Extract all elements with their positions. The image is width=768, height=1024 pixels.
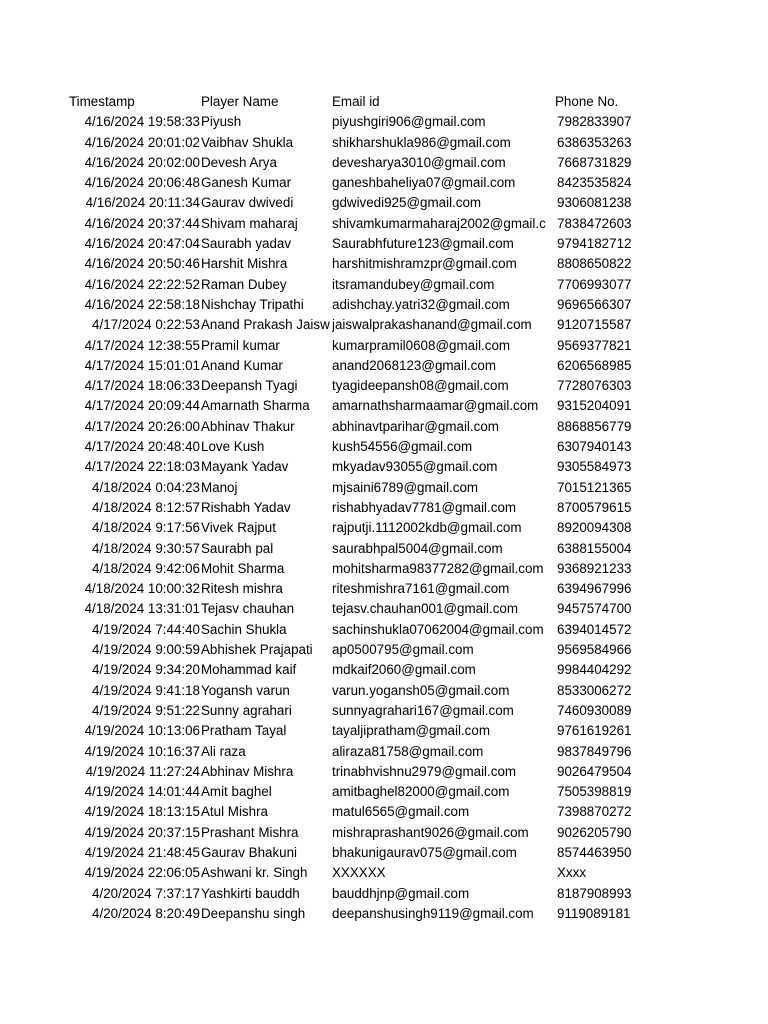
cell-player-name: Nishchay Tripathi (201, 296, 304, 312)
cell-phone: 8920094308 (557, 520, 632, 536)
cell-email: mdkaif2060@gmail.com (332, 662, 476, 678)
cell-phone: 9794182712 (557, 236, 632, 252)
cell-email: mkyadav93055@gmail.com (332, 459, 498, 475)
cell-phone: 7398870272 (557, 804, 632, 820)
cell-phone: 9026205790 (557, 824, 632, 840)
header-phone: Phone No. (555, 94, 619, 109)
cell-timestamp: 4/16/2024 20:11:34 (85, 195, 200, 211)
table-row (0, 904, 768, 924)
table-row (0, 153, 768, 173)
cell-email: tejasv.chauhan001@gmail.com (332, 601, 519, 617)
cell-player-name: Gaurav dwivedi (201, 195, 294, 211)
cell-player-name: Harshit Mishra (201, 256, 288, 272)
table-row (0, 742, 768, 762)
table-row (0, 579, 768, 599)
cell-timestamp: 4/18/2024 13:31:01 (84, 601, 200, 617)
cell-timestamp: 4/18/2024 10:00:32 (84, 581, 200, 597)
cell-timestamp: 4/17/2024 20:09:44 (84, 398, 200, 414)
cell-phone: 8187908993 (557, 885, 632, 901)
cell-timestamp: 4/19/2024 9:51:22 (92, 702, 200, 718)
spreadsheet-table (0, 92, 768, 924)
cell-player-name: Mayank Yadav (201, 459, 289, 475)
cell-timestamp: 4/17/2024 12:38:55 (84, 337, 200, 353)
cell-timestamp: 4/20/2024 8:20:49 (92, 905, 200, 921)
cell-player-name: Saurabh yadav (201, 236, 292, 252)
table-body (0, 112, 768, 924)
cell-email: aliraza81758@gmail.com (332, 743, 484, 759)
cell-phone: 8808650822 (557, 256, 632, 272)
cell-player-name: Anand Prakash Jaisw (201, 317, 330, 333)
cell-phone: 7015121365 (557, 479, 632, 495)
cell-player-name: Deepansh Tyagi (201, 378, 298, 394)
cell-player-name: Love Kush (201, 439, 265, 455)
cell-timestamp: 4/19/2024 9:41:18 (92, 682, 200, 698)
cell-email: gdwivedi925@gmail.com (332, 195, 482, 211)
cell-email: bauddhjnp@gmail.com (332, 885, 470, 901)
cell-email: abhinavtparihar@gmail.com (332, 418, 499, 434)
table-row (0, 356, 768, 376)
cell-timestamp: 4/16/2024 20:50:46 (84, 256, 200, 272)
cell-email: ap0500795@gmail.com (332, 642, 474, 658)
table-row (0, 823, 768, 843)
cell-email: rajputji.1112002kdb@gmail.com (332, 520, 522, 536)
cell-email: XXXXXX (332, 865, 386, 881)
cell-phone: 7505398819 (557, 784, 632, 800)
cell-email: jaiswalprakashanand@gmail.com (332, 317, 532, 333)
cell-phone: 9837849796 (557, 743, 632, 759)
cell-player-name: Anand Kumar (201, 357, 283, 373)
cell-player-name: Devesh Arya (201, 154, 277, 170)
cell-timestamp: 4/19/2024 9:34:20 (92, 662, 200, 678)
cell-email: adishchay.yatri32@gmail.com (332, 296, 510, 312)
cell-player-name: Rishabh Yadav (201, 499, 291, 515)
table-row (0, 640, 768, 660)
table-row (0, 681, 768, 701)
cell-email: amitbaghel82000@gmail.com (332, 784, 510, 800)
cell-email: saurabhpal5004@gmail.com (332, 540, 503, 556)
cell-phone: 8700579615 (557, 499, 632, 515)
table-row (0, 336, 768, 356)
cell-phone: 9984404292 (557, 662, 632, 678)
cell-email: tayaljipratham@gmail.com (332, 723, 490, 739)
table-row (0, 539, 768, 559)
cell-phone: 9696566307 (557, 296, 632, 312)
cell-player-name: Tejasv chauhan (201, 601, 295, 617)
cell-player-name: Ali raza (201, 743, 246, 759)
header-email: Email id (332, 94, 380, 109)
table-row (0, 133, 768, 153)
cell-email: rishabhyadav7781@gmail.com (332, 499, 517, 515)
cell-player-name: Amarnath Sharma (201, 398, 310, 414)
cell-player-name: Abhinav Thakur (201, 418, 295, 434)
table-row (0, 843, 768, 863)
cell-phone: 7838472603 (557, 215, 632, 231)
table-row (0, 721, 768, 741)
table-row (0, 275, 768, 295)
cell-player-name: Amit baghel (201, 784, 272, 800)
cell-timestamp: 4/17/2024 20:26:00 (84, 418, 200, 434)
cell-timestamp: 4/16/2024 20:01:02 (84, 134, 200, 150)
table-row (0, 660, 768, 680)
table-row (0, 173, 768, 193)
cell-phone: 9120715587 (557, 317, 632, 333)
cell-email: mjsaini6789@gmail.com (332, 479, 479, 495)
table-row (0, 457, 768, 477)
cell-timestamp: 4/16/2024 22:22:52 (84, 276, 200, 292)
cell-email: devesharya3010@gmail.com (332, 154, 506, 170)
cell-player-name: Abhinav Mishra (201, 763, 294, 779)
cell-email: shivamkumarmaharaj2002@gmail.c (332, 215, 546, 231)
cell-email: mohitsharma98377282@gmail.com (332, 560, 544, 576)
cell-email: sunnyagrahari167@gmail.com (332, 702, 514, 718)
table-row (0, 762, 768, 782)
cell-player-name: Pratham Tayal (201, 723, 287, 739)
cell-timestamp: 4/18/2024 9:30:57 (92, 540, 200, 556)
cell-player-name: Ganesh Kumar (201, 175, 292, 191)
cell-phone: 9569584966 (557, 642, 632, 658)
table-row (0, 498, 768, 518)
cell-player-name: Saurabh pal (201, 540, 274, 556)
table-row (0, 701, 768, 721)
cell-player-name: Deepanshu singh (201, 905, 306, 921)
table-row (0, 863, 768, 883)
table-row (0, 599, 768, 619)
cell-email: shikharshukla986@gmail.com (332, 134, 511, 150)
cell-player-name: Ashwani kr. Singh (201, 865, 308, 881)
cell-player-name: Prashant Mishra (201, 824, 299, 840)
cell-email: kush54556@gmail.com (332, 439, 473, 455)
cell-timestamp: 4/19/2024 7:44:40 (92, 621, 200, 637)
cell-timestamp: 4/18/2024 9:17:56 (92, 520, 200, 536)
cell-email: anand2068123@gmail.com (332, 357, 496, 373)
cell-phone: 9457574700 (557, 601, 632, 617)
table-row (0, 782, 768, 802)
table-row (0, 620, 768, 640)
cell-player-name: Mohammad kaif (201, 662, 297, 678)
cell-email: matul6565@gmail.com (332, 804, 470, 820)
cell-timestamp: 4/16/2024 20:06:48 (84, 175, 200, 191)
cell-player-name: Sachin Shukla (201, 621, 287, 637)
cell-email: riteshmishra7161@gmail.com (332, 581, 510, 597)
cell-phone: 9368921233 (557, 560, 632, 576)
cell-phone: 6394967996 (557, 581, 632, 597)
table-row (0, 518, 768, 538)
cell-timestamp: 4/20/2024 7:37:17 (92, 885, 200, 901)
cell-phone: 6386353263 (557, 134, 632, 150)
cell-player-name: Abhishek Prajapati (201, 642, 313, 658)
cell-player-name: Yashkirti bauddh (201, 885, 300, 901)
cell-player-name: Vaibhav Shukla (201, 134, 294, 150)
cell-timestamp: 4/17/2024 18:06:33 (84, 378, 200, 394)
header-timestamp: Timestamp (69, 94, 135, 109)
table-row (0, 478, 768, 498)
cell-phone: 9315204091 (557, 398, 632, 414)
cell-timestamp: 4/16/2024 22:58:18 (84, 296, 200, 312)
cell-email: trinabhvishnu2979@gmail.com (332, 763, 517, 779)
cell-player-name: Piyush (201, 114, 242, 130)
cell-phone: 8868856779 (557, 418, 632, 434)
cell-phone: 6394014572 (557, 621, 632, 637)
cell-timestamp: 4/17/2024 15:01:01 (84, 357, 200, 373)
cell-phone: 7982833907 (557, 114, 632, 130)
cell-phone: 8574463950 (557, 844, 632, 860)
cell-phone: 6206568985 (557, 357, 632, 373)
cell-timestamp: 4/19/2024 22:06:05 (84, 865, 200, 881)
header-row (0, 92, 768, 112)
cell-email: mishraprashant9026@gmail.com (332, 824, 529, 840)
table-row (0, 234, 768, 254)
cell-player-name: Gaurav Bhakuni (201, 844, 298, 860)
cell-phone: 9761619261 (557, 723, 632, 739)
table-row (0, 376, 768, 396)
cell-timestamp: 4/17/2024 0:22:53 (92, 317, 200, 333)
cell-phone: 9569377821 (557, 337, 632, 353)
table-row (0, 315, 768, 335)
cell-email: piyushgiri906@gmail.com (332, 114, 486, 130)
cell-phone: 7706993077 (557, 276, 632, 292)
cell-player-name: Shivam maharaj (201, 215, 298, 231)
cell-timestamp: 4/19/2024 18:13:15 (84, 804, 200, 820)
table-row (0, 254, 768, 274)
cell-email: harshitmishramzpr@gmail.com (332, 256, 517, 272)
cell-email: bhakunigaurav075@gmail.com (332, 844, 517, 860)
cell-timestamp: 4/17/2024 22:18:03 (84, 459, 200, 475)
cell-email: ganeshbaheliya07@gmail.com (332, 175, 516, 191)
cell-timestamp: 4/17/2024 20:48:40 (84, 439, 200, 455)
table-row (0, 437, 768, 457)
cell-phone: 7668731829 (557, 154, 632, 170)
cell-email: varun.yogansh05@gmail.com (332, 682, 510, 698)
table-row (0, 396, 768, 416)
cell-email: itsramandubey@gmail.com (332, 276, 495, 292)
cell-player-name: Pramil kumar (201, 337, 280, 353)
cell-timestamp: 4/16/2024 20:47:04 (84, 236, 200, 252)
cell-timestamp: 4/16/2024 20:37:44 (84, 215, 200, 231)
table-row (0, 802, 768, 822)
cell-email: Saurabhfuture123@gmail.com (332, 236, 514, 252)
cell-timestamp: 4/19/2024 21:48:45 (84, 844, 200, 860)
cell-timestamp: 4/19/2024 10:16:37 (84, 743, 200, 759)
cell-email: sachinshukla07062004@gmail.com (332, 621, 544, 637)
cell-player-name: Raman Dubey (201, 276, 287, 292)
cell-email: deepanshusingh9119@gmail.com (332, 905, 534, 921)
cell-phone: 9119089181 (557, 905, 631, 921)
cell-player-name: Atul Mishra (201, 804, 268, 820)
cell-email: kumarpramil0608@gmail.com (332, 337, 511, 353)
cell-phone: 7728076303 (557, 378, 632, 394)
cell-timestamp: 4/19/2024 20:37:15 (84, 824, 200, 840)
cell-timestamp: 4/19/2024 14:01:44 (84, 784, 200, 800)
cell-phone: 6388155004 (557, 540, 632, 556)
cell-timestamp: 4/19/2024 11:27:24 (85, 763, 200, 779)
cell-email: tyagideepansh08@gmail.com (332, 378, 509, 394)
cell-timestamp: 4/18/2024 8:12:57 (92, 499, 200, 515)
cell-timestamp: 4/16/2024 20:02:00 (84, 154, 200, 170)
cell-phone: 9026479504 (557, 763, 632, 779)
cell-timestamp: 4/18/2024 0:04:23 (92, 479, 200, 495)
table-row (0, 214, 768, 234)
table-row (0, 295, 768, 315)
cell-email: amarnathsharmaamar@gmail.com (332, 398, 539, 414)
header-player-name: Player Name (201, 94, 279, 109)
cell-timestamp: 4/18/2024 9:42:06 (92, 560, 200, 576)
cell-player-name: Ritesh mishra (201, 581, 283, 597)
cell-phone: 9306081238 (557, 195, 632, 211)
table-row (0, 193, 768, 213)
table-row (0, 884, 768, 904)
cell-phone: 8533006272 (557, 682, 632, 698)
cell-timestamp: 4/19/2024 10:13:06 (84, 723, 200, 739)
cell-player-name: Sunny agrahari (201, 702, 292, 718)
cell-phone: 8423535824 (557, 175, 632, 191)
cell-timestamp: 4/16/2024 19:58:33 (84, 114, 200, 130)
cell-player-name: Manoj (201, 479, 238, 495)
table-row (0, 112, 768, 132)
cell-player-name: Yogansh varun (201, 682, 290, 698)
cell-player-name: Mohit Sharma (201, 560, 285, 576)
cell-phone: 6307940143 (557, 439, 632, 455)
table-row (0, 559, 768, 579)
cell-phone: 9305584973 (557, 459, 632, 475)
cell-phone: Xxxx (557, 865, 587, 881)
cell-player-name: Vivek Rajput (201, 520, 276, 536)
table-row (0, 417, 768, 437)
cell-timestamp: 4/19/2024 9:00:59 (92, 642, 200, 658)
cell-phone: 7460930089 (557, 702, 632, 718)
